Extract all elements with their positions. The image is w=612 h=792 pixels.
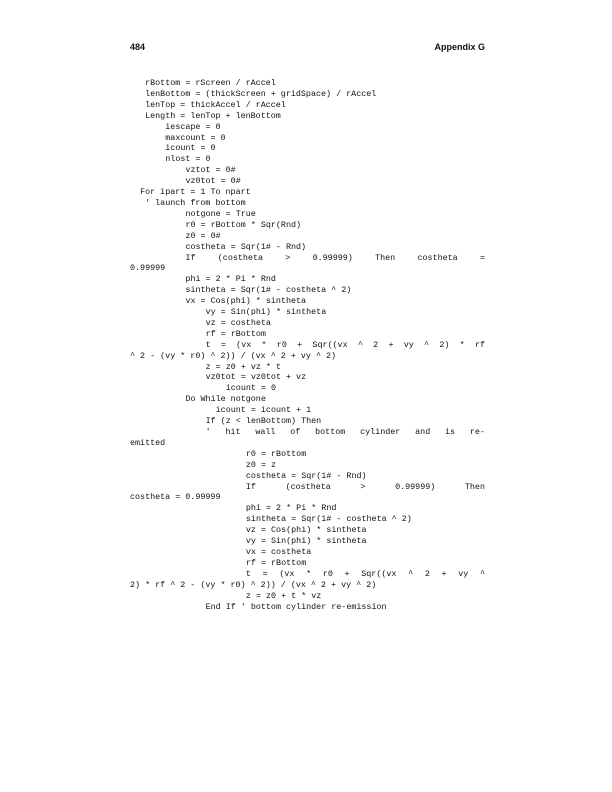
code-line: t = (vx * r0 + Sqr((vx ^ 2 + vy ^ xyxy=(245,568,485,579)
code-line: ' launch from bottom xyxy=(145,197,246,208)
code-line: Length = lenTop + lenBottom xyxy=(145,110,281,121)
code-line: costheta = 0.99999 xyxy=(130,492,221,503)
code-line: r0 = rBottom * Sqr(Rnd) xyxy=(185,219,302,230)
code-line: vz = costheta xyxy=(205,317,271,328)
code-line: icount = icount + 1 xyxy=(215,405,312,416)
code-line: sintheta = Sqr(1# - costheta ^ 2) xyxy=(185,285,352,296)
code-line: emitted xyxy=(130,437,166,448)
code-line: vz0tot = 0# xyxy=(185,176,241,187)
running-head: Appendix G xyxy=(434,42,485,52)
code-line: If (z < lenBottom) Then xyxy=(205,416,322,427)
code-line: Do While notgone xyxy=(185,394,266,405)
code-line: r0 = rBottom xyxy=(245,448,307,459)
code-line: maxcount = 0 xyxy=(165,132,226,143)
code-line: nlost = 0 xyxy=(165,154,211,165)
code-line: phi = 2 * Pi * Rnd xyxy=(245,503,337,514)
code-line: For ipart = 1 To npart xyxy=(140,187,251,198)
code-line: notgone = True xyxy=(185,208,256,219)
code-line: vy = Sin(phi) * sintheta xyxy=(205,307,327,318)
page-number: 484 xyxy=(130,42,146,52)
code-line: 2) * rf ^ 2 - (vy * r0) ^ 2)) / (vx ^ 2 + vy ^ 2) xyxy=(130,579,377,590)
code-line: lenBottom = (thickScreen + gridSpace) / rAccel xyxy=(145,88,377,99)
code-line: vx = costheta xyxy=(245,546,312,557)
code-line: z = z0 + vz * t xyxy=(205,361,281,372)
code-line: vy = Sin(phi) * sintheta xyxy=(245,536,367,547)
code-line: lenTop = thickAccel / rAccel xyxy=(145,99,286,110)
code-line: icount = 0 xyxy=(225,383,277,394)
code-line: ^ 2 - (vy * r0) ^ 2)) / (vx ^ 2 + vy ^ 2) xyxy=(130,350,337,361)
code-line: iescape = 0 xyxy=(165,121,221,132)
code-line: rf = rBottom xyxy=(205,328,266,339)
code-line: z = z0 + t * vz xyxy=(245,590,322,601)
code-line: rf = rBottom xyxy=(245,557,307,568)
code-line: vz = Cos(phi) * sintheta xyxy=(245,525,367,536)
code-line: ' hit wall of bottom cylinder and is re- xyxy=(205,427,485,437)
code-line: If (costheta > 0.99999) Then xyxy=(245,481,485,492)
code-line: vztot = 0# xyxy=(185,165,236,176)
code-line: costheta = Sqr(1# - Rnd) xyxy=(185,241,307,252)
code-line: z0 = 0# xyxy=(185,230,221,241)
code-line: icount = 0 xyxy=(165,143,216,154)
code-line: rBottom = rScreen / rAccel xyxy=(145,78,276,88)
code-line: vx = Cos(phi) * sintheta xyxy=(185,296,307,307)
code-line: End If ' bottom cylinder re-emission xyxy=(205,601,387,612)
code-line: 0.99999 xyxy=(130,263,166,274)
code-line: z0 = z xyxy=(245,459,277,470)
code-line: phi = 2 * Pi * Rnd xyxy=(185,274,276,285)
code-listing xyxy=(130,78,485,612)
code-line: sintheta = Sqr(1# - costheta ^ 2) xyxy=(245,514,412,525)
page-header xyxy=(130,42,485,56)
code-line: t = (vx * r0 + Sqr((vx ^ 2 + vy ^ 2) * rf xyxy=(205,339,485,350)
code-line: vz0tot = vz0tot + vz xyxy=(205,372,307,383)
code-line: If (costheta > 0.99999) Then costheta = xyxy=(185,252,485,263)
code-line: costheta = Sqr(1# - Rnd) xyxy=(245,470,367,481)
